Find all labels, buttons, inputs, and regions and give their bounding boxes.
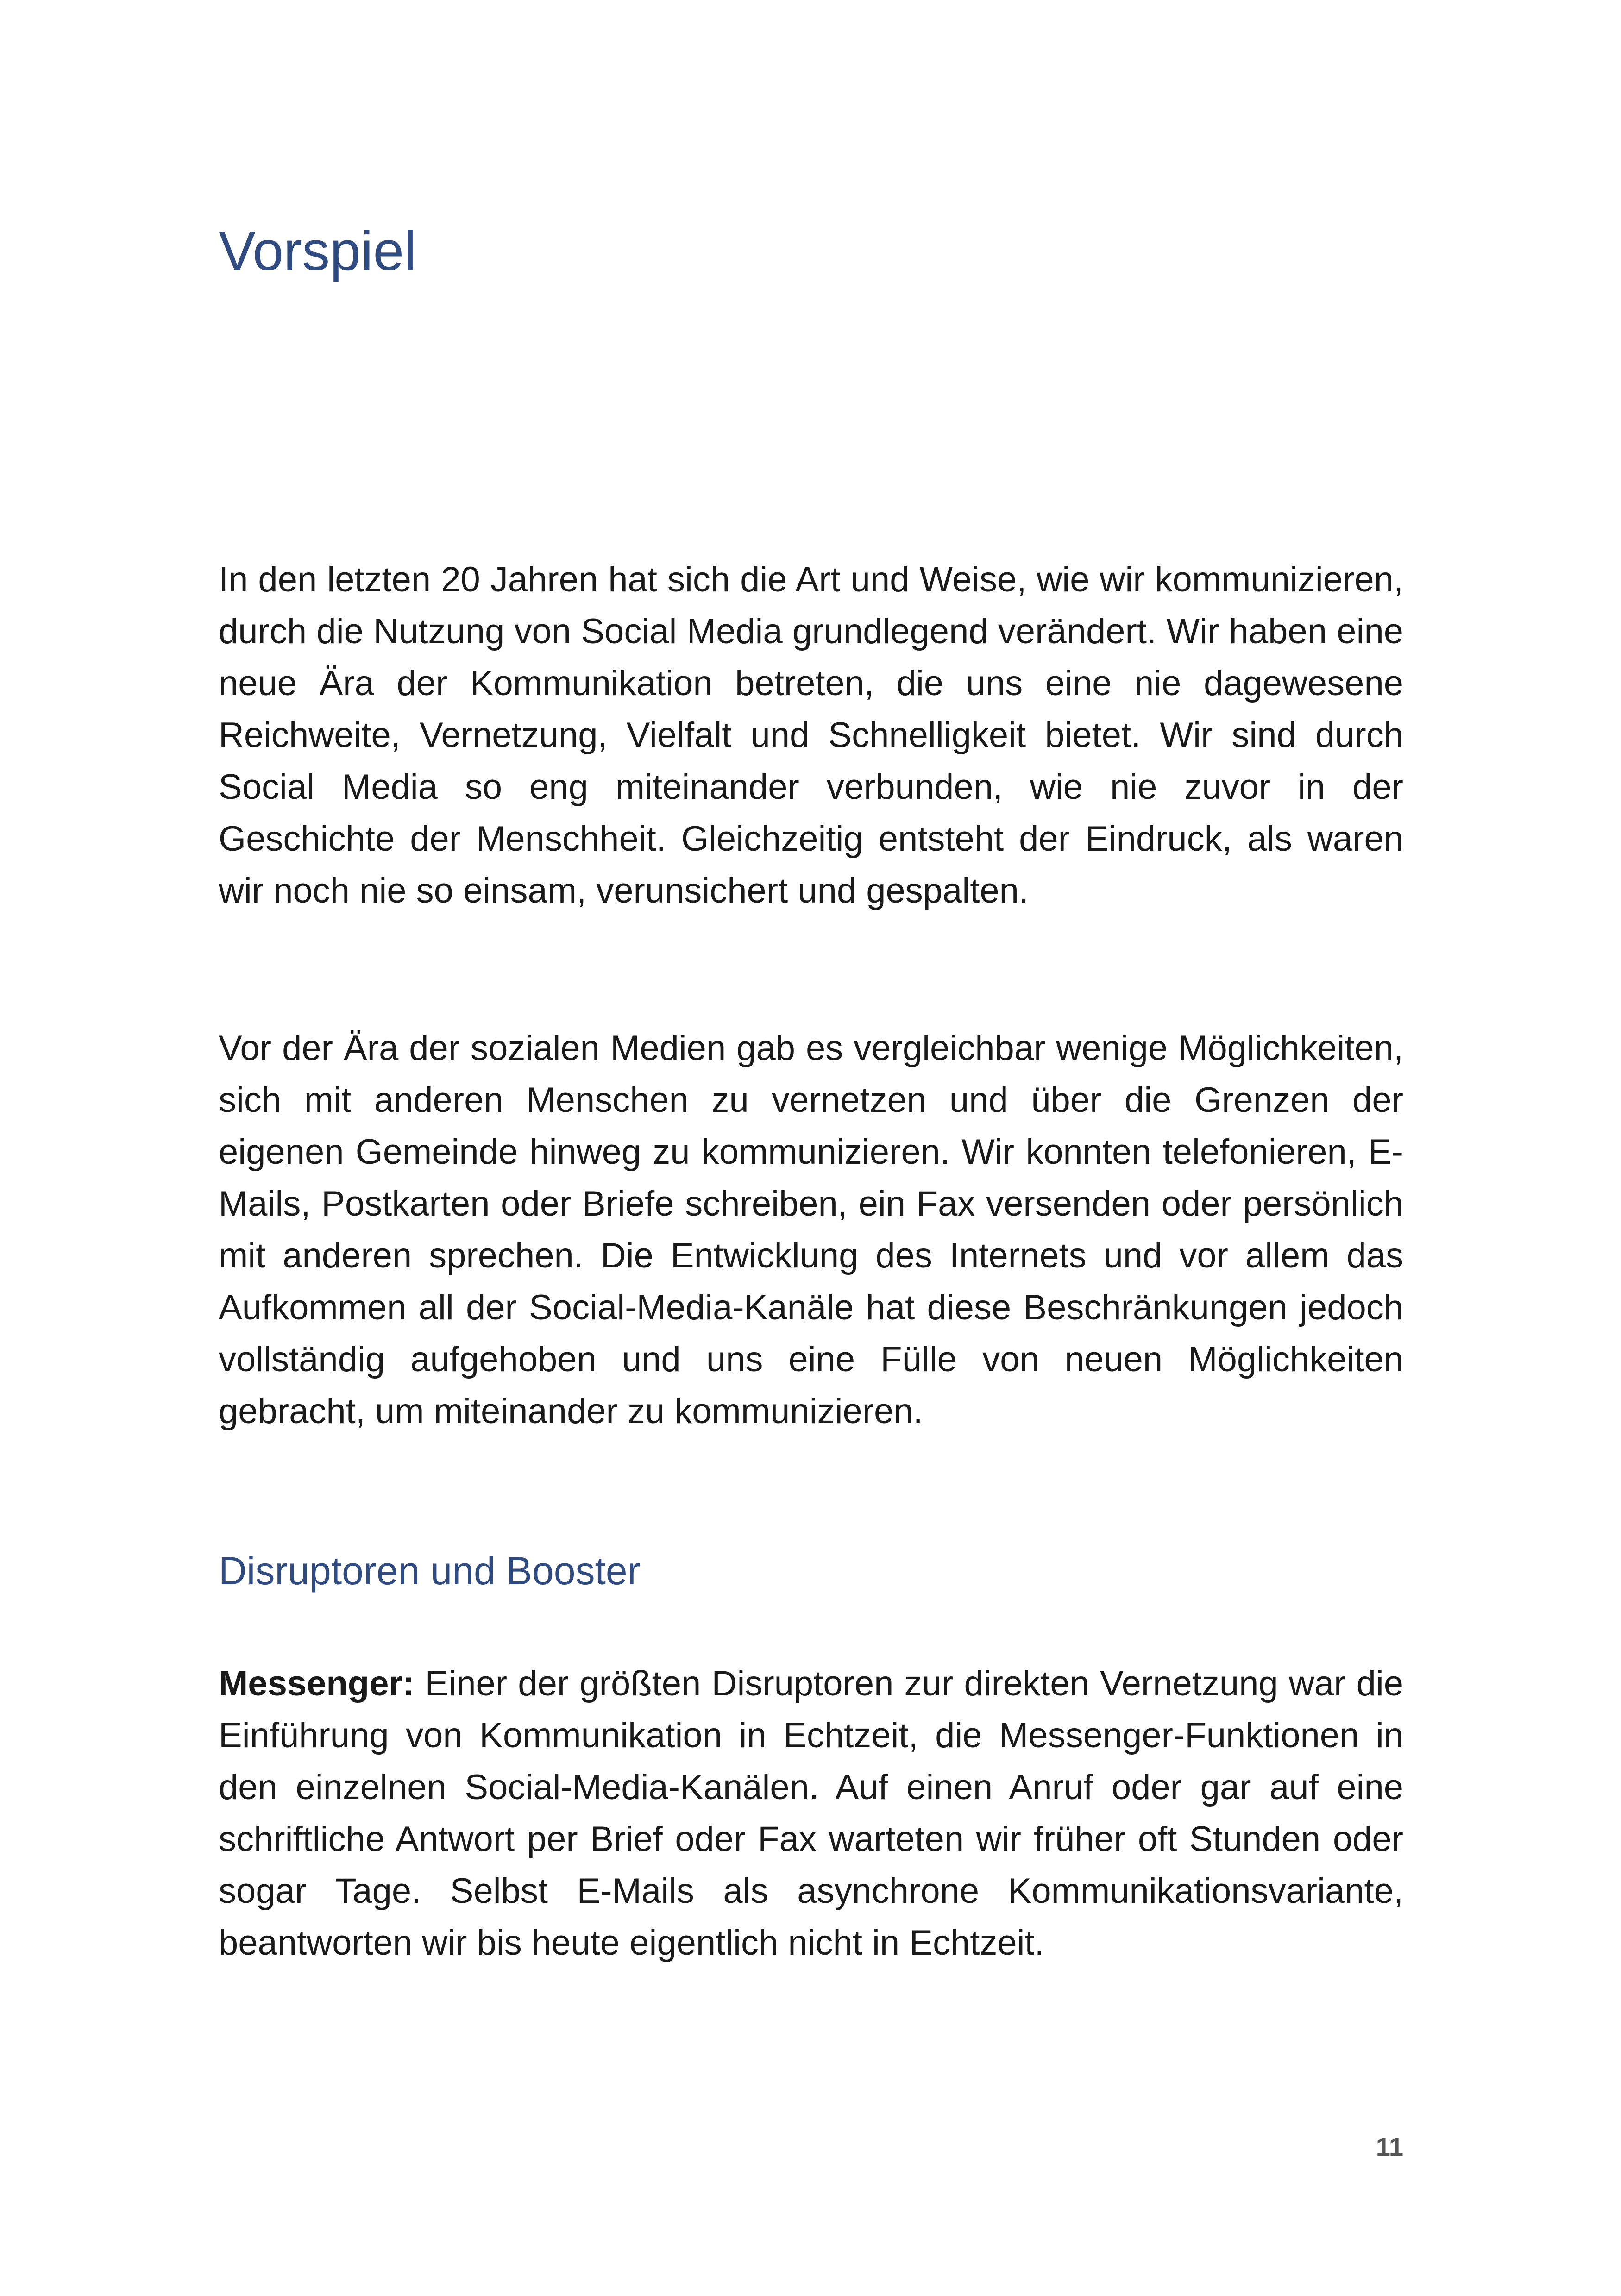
section-heading: Disruptoren und Booster <box>219 1549 641 1593</box>
paragraph-pre-social-media: Vor der Ära der sozialen Medien gab es vergleichbar wenige Möglichkeiten, sich mit anderen Menschen zu vernetzen und über die Grenzen der eigenen Gemeinde hinweg zu kommunizieren. Wir konnten telefonieren, E-Mails, Postkarten oder Briefe schreiben, ein Fax versenden oder persönlich mit anderen sprechen. Die Entwicklung des Internets und vor allem das Aufkommen all der Social-Media-Kanäle hat diese Beschränkungen jedoch vollständig aufgehoben und uns eine Fülle von neuen Möglichkeiten gebracht, um miteinander zu kommunizieren. <box>219 1029 1403 1431</box>
paragraph-lead-term: Messenger: <box>219 1664 415 1703</box>
page-number: 11 <box>1376 2132 1403 2161</box>
paragraph-messenger-text: Einer der größten Disruptoren zur direkten Vernetzung war die Einführung von Kommunikation in Echtzeit, die Messenger-Funktionen in den einzelnen Social-Media-Kanälen. Auf einen Anruf oder gar auf eine schriftliche Antwort per Brief oder Fax warteten wir früher oft Stunden oder sogar Tage. Selbst E-Mails als asynchrone Kommunikationsvariante, beantworten wir bis heute eigentlich nicht in Echtzeit. <box>219 1664 1403 1963</box>
paragraph-messenger <box>219 1658 1403 1969</box>
paragraph-intro: In den letzten 20 Jahren hat sich die Art und Weise, wie wir kommunizieren, durch die Nutzung von Social Media grundlegend verändert. Wir haben eine neue Ära der Kommunikation betreten, die uns eine nie dagewesene Reichweite, Vernetzung, Vielfalt und Schnelligkeit bietet. Wir sind durch Social Media so eng miteinander verbunden, wie nie zuvor in der Geschichte der Menschheit. Gleichzeitig entsteht der Eindruck, als waren wir noch nie so einsam, verunsichert und gespalten. <box>219 560 1403 910</box>
chapter-title: Vorspiel <box>219 220 416 282</box>
